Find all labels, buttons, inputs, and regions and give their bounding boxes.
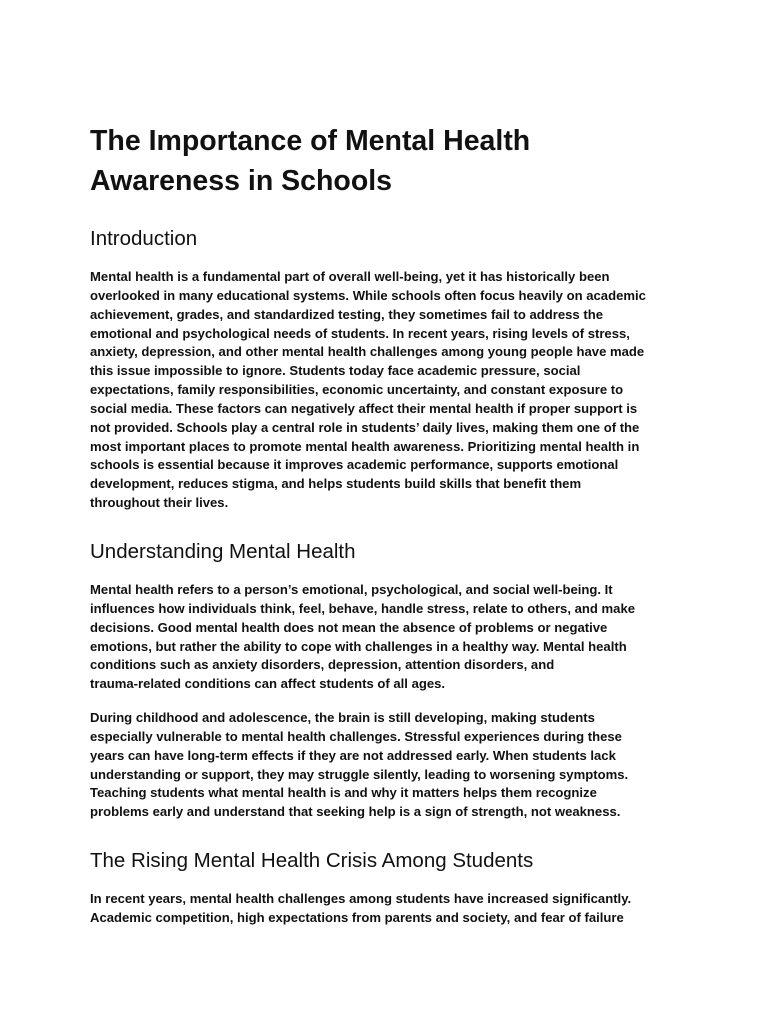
paragraph-rising-crisis bbox=[90, 890, 686, 928]
paragraph-line: problems early and understand that seeking help is a sign of strength, not weakness. bbox=[90, 804, 621, 820]
paragraph-line: Teaching students what mental health is and why it matters helps them recognize bbox=[90, 785, 597, 801]
paragraph-introduction bbox=[90, 268, 686, 513]
paragraph-line: In recent years, mental health challenges among students have increased significantly. bbox=[90, 891, 632, 906]
section-heading-introduction: Introduction bbox=[90, 227, 198, 250]
paragraph-line: During childhood and adolescence, the brain is still developing, making students bbox=[90, 710, 595, 725]
paragraph-line: years can have long-term effects if they are not addressed early. When students lack bbox=[90, 747, 616, 763]
paragraph-line: decisions. Good mental health does not mean the absence of problems or negative bbox=[90, 619, 608, 635]
paragraph-understanding-1 bbox=[90, 581, 686, 694]
paragraph-line: Mental health is a fundamental part of overall well-being, yet it has historically been bbox=[90, 269, 610, 284]
paragraph-line: throughout their lives. bbox=[90, 495, 229, 511]
paragraph-line: achievement, grades, and standardized testing, they sometimes fail to address the bbox=[90, 306, 603, 322]
paragraph-understanding-2 bbox=[90, 709, 686, 822]
paragraph-line: understanding or support, they may struggle silently, leading to worsening symptoms. bbox=[90, 766, 629, 782]
paragraph-line: overlooked in many educational systems. While schools often focus heavily on academic bbox=[90, 287, 646, 303]
paragraph-line: not provided. Schools play a central role in students’ daily lives, making them one of the bbox=[90, 419, 640, 435]
paragraph-line: emotional and psychological needs of students. In recent years, rising levels of stress, bbox=[90, 325, 630, 341]
paragraph-line: expectations, family responsibilities, economic uncertainty, and constant exposure to bbox=[90, 382, 624, 398]
paragraph-line: anxiety, depression, and other mental health challenges among young people have made bbox=[90, 344, 645, 360]
document-title: The Importance of Mental Health Awareness in Schools bbox=[90, 125, 531, 197]
paragraph-line: emotions, but rather the ability to cope with challenges in a healthy way. Mental health bbox=[90, 638, 627, 654]
paragraph-line: social media. These factors can negatively affect their mental health if proper support is bbox=[90, 400, 638, 416]
paragraph-line: especially vulnerable to mental health challenges. Stressful experiences during these bbox=[90, 728, 622, 744]
paragraph-line: Mental health refers to a person’s emotional, psychological, and social well-being. It bbox=[90, 582, 613, 597]
paragraph-line: influences how individuals think, feel, behave, handle stress, relate to others, and make bbox=[90, 600, 636, 616]
paragraph-line: this issue impossible to ignore. Students today face academic pressure, social bbox=[90, 363, 581, 379]
paragraph-line: schools is essential because it improves academic performance, supports emotional bbox=[90, 457, 619, 473]
paragraph-line: development, reduces stigma, and helps students build skills that benefit them bbox=[90, 476, 582, 492]
section-heading-understanding-mental-health: Understanding Mental Health bbox=[90, 540, 356, 563]
paragraph-line: conditions such as anxiety disorders, depression, attention disorders, and bbox=[90, 657, 555, 673]
paragraph-line: trauma-related conditions can affect students of all ages. bbox=[90, 676, 446, 692]
paragraph-line: most important places to promote mental health awareness. Prioritizing mental health in bbox=[90, 438, 640, 454]
paragraph-line: Academic competition, high expectations from parents and society, and fear of failure bbox=[90, 909, 624, 925]
section-heading-rising-crisis: The Rising Mental Health Crisis Among Students bbox=[90, 849, 534, 872]
